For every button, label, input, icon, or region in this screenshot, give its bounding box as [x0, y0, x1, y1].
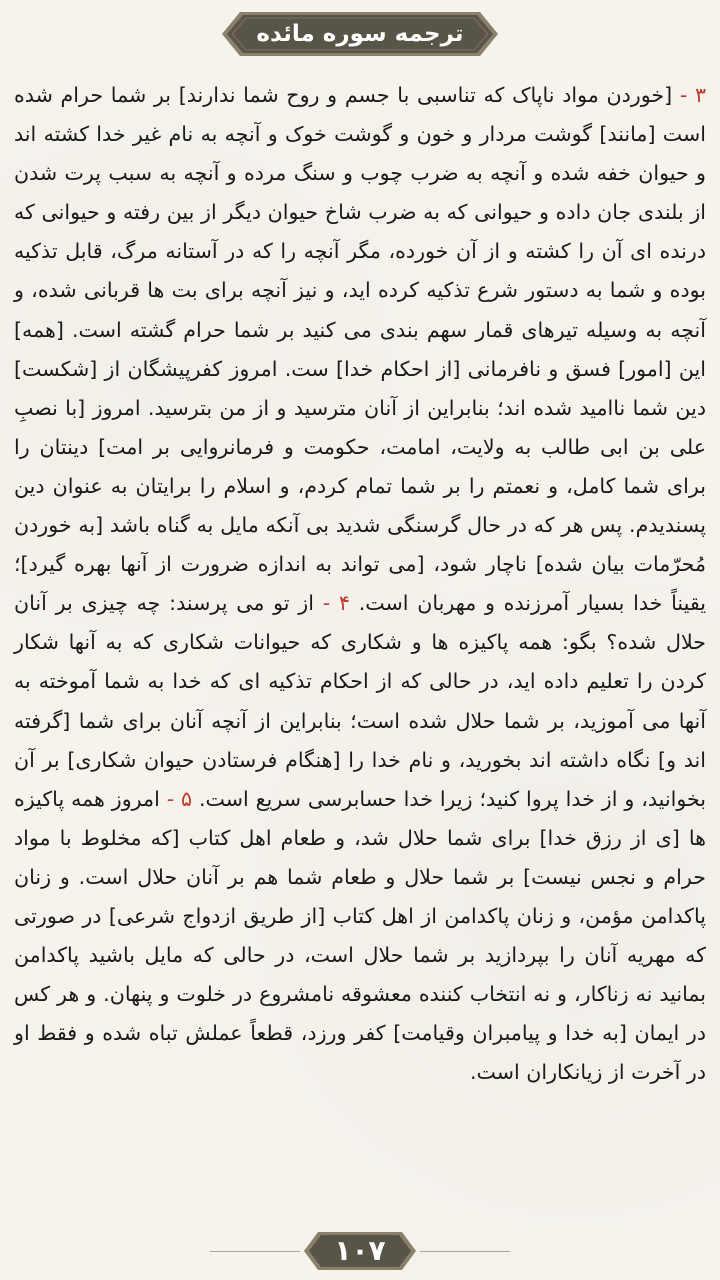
verse-number-3: ۳ -: [679, 83, 706, 107]
page-number-badge: [300, 1228, 420, 1274]
verse-text-4: از تو می پرسند: چه چیزی بر آنان حلال شده؟ بگو: همه پاکیزه ها و شکاری که حیوانات شکاری که به آنها شکار کردن را تعلیم داده اید، در حالی که از احکام تذکیه ای که خدا به شما آموخته به آنها می آموزید، بر شما حلال شده است؛ بنابراین از آنچه آنان برای شما [گرفته اند و] نگاه داشته اند بخورید، و نام خدا را [هنگام فرستادن حیوان شکاری] بر آن بخوانید، و از خدا پروا کنید؛ زیرا خدا حسابرسی سریع است.: [14, 591, 706, 811]
verse-text-5: امروز همه پاکیزه ها [ی از رزق خدا] برای شما حلال شد، و طعام اهل کتاب [که مخلوط با مواد حرام و نجس نیست] بر شما حلال و طعام شما هم بر آنان حلال است. و زنان پاکدامن مؤمن، و زنان پاکدامن از اهل کتاب [از طریق ازدواج شرعی] در صورتی که مهریه آنان را بپردازید بر شما حلال است، در حالی که مایل باشید پاکدامن بمانید نه زناکار، و نه انتخاب کننده معشوقه نامشروع در خلوت و پنهان. و هر کس در ایمان [به خدا و پیامبران وقیامت] کفر ورزد، قطعاً عملش تباه شده و فقط او در آخرت از زیانکاران است.: [14, 786, 706, 1085]
verse-number-4: ۴ -: [322, 591, 350, 616]
footer-rule-right: [420, 1251, 510, 1252]
header-badge: [218, 8, 502, 60]
footer-rule-left: [210, 1251, 300, 1252]
verse-number-5: ۵ -: [166, 786, 193, 811]
verse-text-3: [خوردن مواد ناپاک که تناسبی با جسم و روح شما ندارند] بر شما حرام شده است [مانند] گوشت مردار و خون و گوشت خوک و آنچه به نام غیر خدا کشته اند و حیوان خفه شده و آنچه به ضرب چوب و سنگ مرده و آنچه به سبب پرت شدن از بلندی جان داده و حیوانی که به ضرب شاخ حیوان دیگر از بین رفته و حیوانی که درنده ای آن را کشته و از آن خورده، مگر آنچه را که در آستانه مرگ، قابل تذکیه بوده و شما به دستور شرع تذکیه کرده اید، و نیز آنچه برای بت ها قربانی شده، و آنچه به وسیله تیرهای قمار سهم بندی می کنید بر شما حرام گشته است. [همه] این [امور] فسق و نافرمانی [از احکام خدا] ست. امروز کفرپیشگان از [شکست] دین شما ناامید شده اند؛ بنابراین از آنان مترسید و از من بترسید. امروز [با نصبِ علی بن ابی طالب به ولایت، امامت، حکومت و فرمانروایی بر امت] دینتان را برای شما کامل، و نعمتم را بر شما تمام کردم، و اسلام را برایتان به عنوان دین پسندیدم. پس هر که در حال گرسنگی شدید بی آنکه مایل به گناه باشد [به خوردن مُحرّمات بیان شده] ناچار شود، [می تواند به اندازه ضرورت از آنها بهره گیرد]؛ یقیناً خدا بسیار آمرزنده و مهربان است.: [14, 83, 706, 616]
translation-text: [14, 76, 706, 1226]
surah-title: ترجمه سوره مائده: [256, 21, 464, 47]
page-number: ۱۰۷: [334, 1234, 386, 1267]
